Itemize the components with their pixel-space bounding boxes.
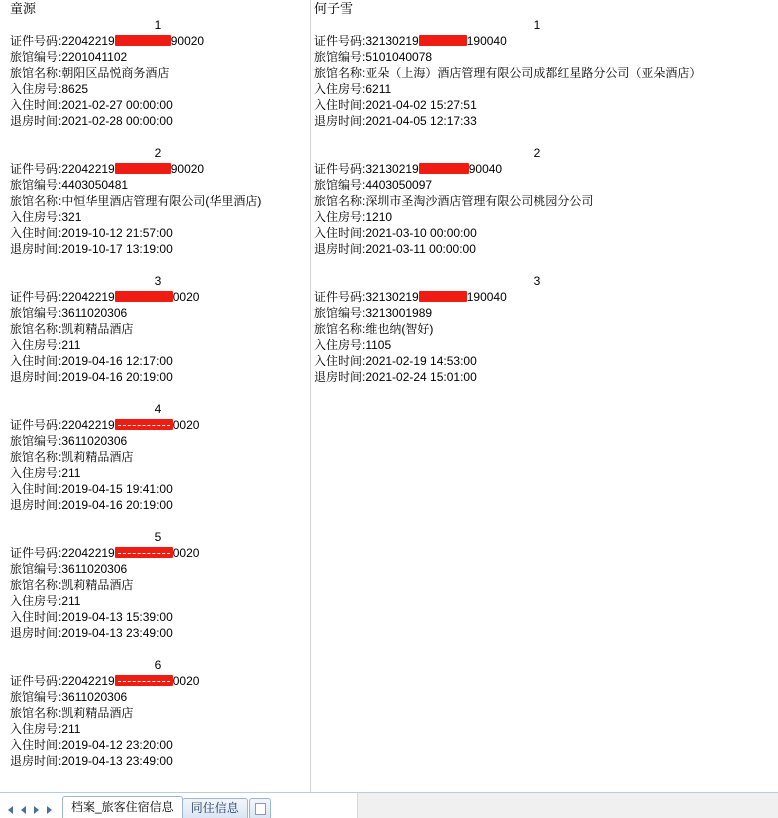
- id-number-label: 证件号码:: [314, 162, 366, 176]
- record-index: 2: [154, 146, 162, 160]
- id-number-row: [8, 673, 320, 689]
- hotel-code-row: [8, 561, 320, 577]
- hotel-code-label: 旅馆编号:: [314, 50, 366, 64]
- hotel-code-value: 4403050481: [61, 178, 129, 192]
- hotel-name-row: [8, 577, 320, 593]
- checkin-time-label: 入住时间:: [10, 226, 62, 240]
- redaction-bar: [419, 291, 467, 302]
- checkin-time-value: 2019-04-15 19:41:00: [61, 482, 173, 496]
- checkin-time-value: 2021-04-02 15:27:51: [365, 98, 477, 112]
- record-group: [8, 273, 320, 401]
- checkin-time-value: 2019-04-16 12:17:00: [61, 354, 173, 368]
- id-number-prefix: 22042219: [61, 418, 115, 432]
- checkout-time-row: [8, 113, 320, 129]
- checkout-time-label: 退房时间:: [10, 370, 62, 384]
- record-group: [312, 17, 778, 145]
- checkout-time-value: 2021-02-24 15:01:00: [365, 370, 477, 384]
- room-number-row: [8, 721, 320, 737]
- checkin-time-value: 2019-04-12 23:20:00: [61, 738, 173, 752]
- checkin-time-row: [8, 97, 320, 113]
- room-number-value: 211: [61, 466, 81, 480]
- hotel-code-label: 旅馆编号:: [10, 562, 62, 576]
- hotel-name-value: 凯莉精品酒店: [61, 450, 134, 464]
- person-column-right: [312, 0, 778, 385]
- record-index: 1: [154, 18, 162, 32]
- id-number-label: 证件号码:: [10, 162, 62, 176]
- checkout-time-row: [312, 113, 778, 129]
- id-number-label: 证件号码:: [10, 546, 62, 560]
- checkout-time-label: 退房时间:: [10, 498, 62, 512]
- record-group: [8, 145, 320, 273]
- id-number-prefix: 22042219: [61, 546, 115, 560]
- checkout-time-row: [312, 369, 778, 385]
- room-number-value: 211: [61, 338, 81, 352]
- room-number-row: [8, 209, 320, 225]
- id-number-suffix: 0020: [172, 290, 200, 304]
- hotel-code-label: 旅馆编号:: [314, 306, 366, 320]
- hotel-name-label: 旅馆名称:: [10, 322, 62, 336]
- redaction-bar: [115, 547, 173, 558]
- hotel-code-value: 3611020306: [61, 562, 128, 576]
- hotel-name-value: 凯莉精品酒店: [61, 706, 134, 720]
- room-number-row: [8, 465, 320, 481]
- record-index: 6: [154, 658, 162, 672]
- checkout-time-label: 退房时间:: [10, 114, 62, 128]
- hotel-name-row: [8, 321, 320, 337]
- checkout-time-row: [8, 753, 320, 769]
- hotel-name-value: 深圳市圣淘沙酒店管理有限公司桃园分公司: [365, 194, 594, 208]
- hotel-code-value: 3213001989: [365, 306, 433, 320]
- person-column-left: [8, 0, 320, 769]
- checkout-time-value: 2021-04-05 12:17:33: [365, 114, 477, 128]
- record-index: 4: [154, 402, 162, 416]
- id-number-label: 证件号码:: [314, 290, 366, 304]
- id-number-row: [312, 33, 778, 49]
- id-number-label: 证件号码:: [10, 418, 62, 432]
- id-number-row: [312, 289, 778, 305]
- hotel-code-row: [312, 49, 778, 65]
- id-number-suffix: 0020: [172, 546, 200, 560]
- hotel-code-row: [8, 689, 320, 705]
- redaction-bar: [419, 163, 469, 174]
- room-number-label: 入住房号:: [10, 82, 62, 96]
- room-number-row: [8, 81, 320, 97]
- hotel-code-row: [312, 177, 778, 193]
- checkout-time-row: [8, 241, 320, 257]
- hotel-name-value: 凯莉精品酒店: [61, 578, 134, 592]
- hotel-name-value: 亚朵（上海）酒店管理有限公司成都红星路分公司（亚朵酒店）: [365, 66, 702, 80]
- hotel-name-row: [8, 193, 320, 209]
- hotel-name-row: [312, 193, 778, 209]
- hotel-code-value: 3611020306: [61, 690, 128, 704]
- hotel-name-row: [312, 321, 778, 337]
- id-number-row: [8, 417, 320, 433]
- checkout-time-value: 2019-10-17 13:19:00: [61, 242, 173, 256]
- hotel-code-label: 旅馆编号:: [10, 434, 62, 448]
- record-list-left: [8, 17, 320, 769]
- hotel-code-label: 旅馆编号:: [10, 690, 62, 704]
- room-number-label: 入住房号:: [10, 722, 62, 736]
- spacer-row: [312, 129, 778, 145]
- hotel-name-value: 中恒华里酒店管理有限公司(华里酒店): [61, 194, 262, 208]
- room-number-value: 321: [61, 210, 82, 224]
- id-number-suffix: 90040: [468, 162, 503, 176]
- checkin-time-value: 2021-02-27 00:00:00: [61, 98, 173, 112]
- id-number-label: 证件号码:: [314, 34, 366, 48]
- checkin-time-label: 入住时间:: [314, 354, 366, 368]
- checkout-time-value: 2019-04-13 23:49:00: [61, 626, 173, 640]
- redaction-bar: [115, 35, 171, 46]
- spacer-row: [8, 513, 320, 529]
- checkout-time-label: 退房时间:: [10, 754, 62, 768]
- hotel-code-value: 3611020306: [61, 434, 128, 448]
- room-number-label: 入住房号:: [10, 466, 62, 480]
- record-group: [8, 529, 320, 657]
- spacer-row: [312, 257, 778, 273]
- checkout-time-row: [312, 241, 778, 257]
- checkin-time-row: [8, 353, 320, 369]
- room-number-row: [312, 337, 778, 353]
- hotel-name-label: 旅馆名称:: [10, 706, 62, 720]
- id-number-prefix: 22042219: [61, 674, 115, 688]
- checkin-time-label: 入住时间:: [314, 98, 366, 112]
- spacer-row: [8, 641, 320, 657]
- hotel-name-label: 旅馆名称:: [10, 450, 62, 464]
- redaction-bar: [419, 35, 467, 46]
- record-group: [8, 657, 320, 769]
- id-number-label: 证件号码:: [10, 290, 62, 304]
- id-number-prefix: 22042219: [61, 290, 115, 304]
- checkin-time-row: [312, 353, 778, 369]
- hotel-name-row: [8, 705, 320, 721]
- hotel-code-row: [8, 433, 320, 449]
- last-sheet-arrow-icon[interactable]: [45, 804, 56, 815]
- id-number-label: 证件号码:: [10, 674, 62, 688]
- hotel-code-row: [8, 177, 320, 193]
- room-number-label: 入住房号:: [10, 594, 62, 608]
- room-number-value: 6211: [365, 82, 392, 96]
- record-index: 3: [533, 274, 541, 288]
- record-index: 1: [533, 18, 541, 32]
- redaction-bar: [115, 419, 173, 430]
- checkin-time-row: [312, 97, 778, 113]
- room-number-label: 入住房号:: [314, 338, 366, 352]
- spacer-row: [8, 257, 320, 273]
- hotel-name-row: [312, 65, 778, 81]
- id-number-suffix: 0020: [172, 418, 200, 432]
- next-sheet-arrow-icon[interactable]: [32, 804, 43, 815]
- room-number-row: [312, 209, 778, 225]
- checkin-time-value: 2021-03-10 00:00:00: [365, 226, 477, 240]
- hotel-code-label: 旅馆编号:: [314, 178, 366, 192]
- hotel-code-row: [312, 305, 778, 321]
- room-number-row: [8, 593, 320, 609]
- checkin-time-label: 入住时间:: [10, 98, 62, 112]
- hotel-name-row: [8, 65, 320, 81]
- hotel-code-row: [8, 49, 320, 65]
- checkin-time-value: 2019-04-13 15:39:00: [61, 610, 173, 624]
- checkout-time-label: 退房时间:: [314, 370, 366, 384]
- hotel-name-label: 旅馆名称:: [10, 194, 62, 208]
- hotel-code-value: 2201041102: [61, 50, 128, 64]
- horizontal-scrollbar[interactable]: [357, 793, 778, 818]
- checkout-time-label: 退房时间:: [314, 114, 366, 128]
- hotel-name-label: 旅馆名称:: [314, 322, 366, 336]
- hotel-code-value: 5101040078: [365, 50, 433, 64]
- room-number-value: 8625: [61, 82, 89, 96]
- id-number-suffix: 0020: [172, 674, 200, 688]
- person-name: 何子雪: [314, 1, 354, 16]
- redaction-bar: [115, 291, 173, 302]
- hotel-name-label: 旅馆名称:: [10, 66, 62, 80]
- hotel-code-label: 旅馆编号:: [10, 50, 62, 64]
- hotel-name-label: 旅馆名称:: [10, 578, 62, 592]
- id-number-row: [312, 161, 778, 177]
- checkout-time-value: 2019-04-16 20:19:00: [61, 498, 173, 512]
- id-number-prefix: 32130219: [365, 34, 419, 48]
- checkout-time-value: 2019-04-16 20:19:00: [61, 370, 173, 384]
- room-number-row: [8, 337, 320, 353]
- record-index: 3: [154, 274, 162, 288]
- record-group: [8, 401, 320, 529]
- checkout-time-value: 2021-02-28 00:00:00: [61, 114, 173, 128]
- hotel-code-label: 旅馆编号:: [10, 306, 62, 320]
- record-index: 5: [154, 530, 162, 544]
- id-number-row: [8, 289, 320, 305]
- checkin-time-value: 2019-10-12 21:57:00: [61, 226, 173, 240]
- checkin-time-label: 入住时间:: [10, 610, 62, 624]
- checkout-time-row: [8, 497, 320, 513]
- room-number-row: [312, 81, 778, 97]
- id-number-prefix: 22042219: [61, 34, 115, 48]
- hotel-name-value: 朝阳区品悦商务酒店: [61, 66, 170, 80]
- id-number-prefix: 32130219: [365, 162, 419, 176]
- id-number-prefix: 32130219: [365, 290, 419, 304]
- checkin-time-row: [312, 225, 778, 241]
- checkout-time-label: 退房时间:: [314, 242, 366, 256]
- checkout-time-label: 退房时间:: [10, 626, 62, 640]
- spacer-row: [8, 129, 320, 145]
- id-number-suffix: 90020: [170, 162, 205, 176]
- id-number-row: [8, 545, 320, 561]
- room-number-label: 入住房号:: [314, 210, 366, 224]
- checkout-time-row: [8, 369, 320, 385]
- record-list-right: [312, 17, 778, 385]
- person-name: 童源: [10, 1, 37, 16]
- hotel-code-value: 4403050097: [365, 178, 433, 192]
- checkin-time-row: [8, 481, 320, 497]
- hotel-code-label: 旅馆编号:: [10, 178, 62, 192]
- first-sheet-arrow-icon[interactable]: [6, 804, 17, 815]
- tab-scroll-controls[interactable]: [0, 804, 60, 818]
- room-number-value: 211: [61, 594, 81, 608]
- id-number-row: [8, 161, 320, 177]
- hotel-name-value: 维也纳(智好): [365, 322, 434, 336]
- sheet-tab-archive[interactable]: 档案_旅客住宿信息: [62, 796, 183, 818]
- hotel-name-label: 旅馆名称:: [314, 66, 366, 80]
- record-index: 2: [533, 146, 541, 160]
- hotel-code-row: [8, 305, 320, 321]
- hotel-name-row: [8, 449, 320, 465]
- hotel-code-value: 3611020306: [61, 306, 128, 320]
- room-number-value: 1105: [365, 338, 392, 352]
- checkin-time-label: 入住时间:: [10, 354, 62, 368]
- id-number-label: 证件号码:: [10, 34, 62, 48]
- sheet-tab-bar: [0, 792, 778, 818]
- checkin-time-row: [8, 737, 320, 753]
- room-number-value: 211: [61, 722, 81, 736]
- checkin-time-row: [8, 609, 320, 625]
- record-group: [8, 17, 320, 145]
- checkin-time-label: 入住时间:: [10, 482, 62, 496]
- id-number-suffix: 90020: [170, 34, 205, 48]
- hotel-name-label: 旅馆名称:: [314, 194, 366, 208]
- sheet-tab-cohabitants[interactable]: 同住信息: [182, 798, 248, 818]
- new-sheet-icon[interactable]: [249, 798, 271, 818]
- record-group: [312, 273, 778, 385]
- id-number-suffix: 190040: [466, 290, 507, 304]
- spacer-row: [8, 385, 320, 401]
- checkin-time-label: 入住时间:: [10, 738, 62, 752]
- id-number-suffix: 190040: [466, 34, 507, 48]
- checkout-time-value: 2021-03-11 00:00:00: [365, 242, 476, 256]
- checkin-time-row: [8, 225, 320, 241]
- redaction-bar: [115, 163, 171, 174]
- record-group: [312, 145, 778, 273]
- room-number-label: 入住房号:: [10, 338, 62, 352]
- checkout-time-row: [8, 625, 320, 641]
- room-number-label: 入住房号:: [314, 82, 366, 96]
- id-number-prefix: 22042219: [61, 162, 115, 176]
- checkout-time-value: 2019-04-13 23:49:00: [61, 754, 173, 768]
- checkin-time-value: 2021-02-19 14:53:00: [365, 354, 477, 368]
- id-number-row: [8, 33, 320, 49]
- previous-sheet-arrow-icon[interactable]: [19, 804, 30, 815]
- sheet-tabs: [62, 796, 271, 818]
- room-number-label: 入住房号:: [10, 210, 62, 224]
- redaction-bar: [115, 675, 173, 686]
- hotel-name-value: 凯莉精品酒店: [61, 322, 134, 336]
- checkout-time-label: 退房时间:: [10, 242, 62, 256]
- room-number-value: 1210: [365, 210, 393, 224]
- checkin-time-label: 入住时间:: [314, 226, 366, 240]
